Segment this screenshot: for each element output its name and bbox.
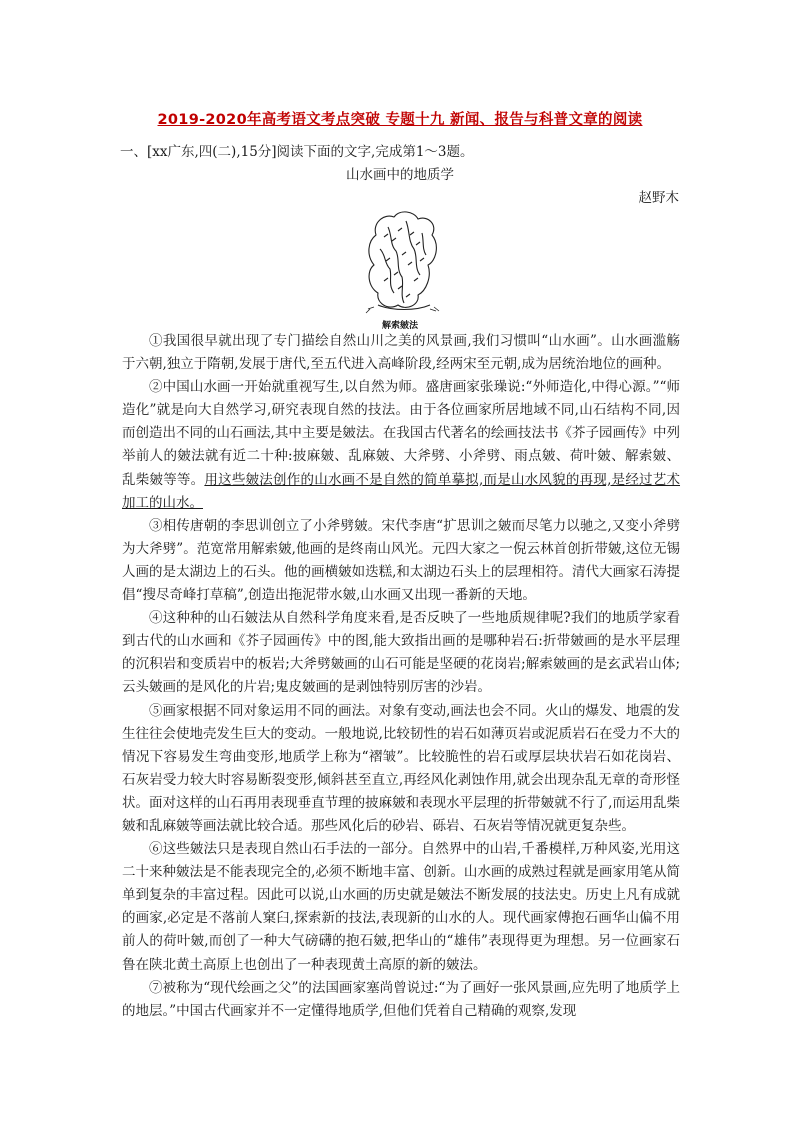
paragraph-4: ④这种种的山石皴法从自然科学角度来看,是否反映了一些地质规律呢?我们的地质学家看到古代的山水画和《芥子园画传》中的图,能大致指出画的是哪种岩石:折带皴画的是水平层理的沉积岩和变质岩中的板岩;大斧劈皴画的山石可能是坚硬的花岗岩;解索皴画的是玄武岩山体;云头皴画的是风化的片岩;鬼皮皴画的是剥蚀特别厉害的沙岩。 [122, 610, 680, 696]
document-title-text[interactable]: 2019-2020年高考语文考点突破 专题十九 新闻、报告与科普文章的阅读 [157, 112, 643, 128]
underlined-sentence: 用这些皴法创作的山水画不是自然的简单摹拟,而是山水风貌的再现,是经过艺术加工的山水。 [122, 471, 681, 511]
rock-drawing [358, 205, 448, 317]
rock-illustration [358, 205, 448, 330]
article-body [122, 330, 680, 1023]
article-author: 赵野木 [638, 190, 679, 206]
article-title: 山水画中的地质学 [346, 167, 454, 183]
document-title [0, 108, 800, 129]
paragraph-6: ⑥这些皴法只是表现自然山石手法的一部分。自然界中的山岩,千番模样,万种风姿,光用这二十来种皴法是不能表现完全的,必须不断地丰富、创新。山水画的成熟过程就是画家用笔从简单到复杂的丰富过程。因此可以说,山水画的历史就是皴法不断发展的技法史。历史上凡有成就的画家,必定是不落前人窠臼,探索新的技法,表现新的山水的人。现代画家傅抱石画华山偏不用前人的荷叶皴,而创了一种大气磅礴的抱石皴,把华山的“雄伟”表现得更为理想。另一位画家石鲁在陕北黄土高原上也创出了一种表现黄土高原的新的皴法。 [122, 841, 680, 973]
paragraph-3: ③相传唐朝的李思训创立了小斧劈皴。宋代李唐“扩思训之皴而尽笔力以驰之,又变小斧劈为大斧劈”。范宽常用解索皴,他画的是终南山风光。元四大家之一倪云林首创折带皴,这位无锡人画的是太湖边上的石头。他的画横皴如迭糕,和太湖边石头上的层理相符。清代大画家石涛提倡“搜尽奇峰打草稿”,创造出拖泥带水皴,山水画又出现一番新的天地。 [122, 517, 680, 604]
paragraph-7: ⑦被称为“现代绘画之父”的法国画家塞尚曾说过:“为了画好一张风景画,应先明了地质学上的地层。”中国古代画家并不一定懂得地质学,但他们凭着自己精确的观察,发现 [122, 979, 680, 1019]
paragraph-1: ①我国很早就出现了专门描绘自然山川之美的风景画,我们习惯叫“山水画”。山水画滥觞于六朝,独立于隋朝,发展于唐代,至五代进入高峰阶段,经两宋至元朝,成为居统治地位的画种。 [122, 333, 680, 373]
paragraph-2-text: ②中国山水画一开始就重视写生,以自然为师。盛唐画家张璪说:“外师造化,中得心源。”“师造化”就是向大自然学习,研究表现自然的技法。由于各位画家所居地域不同,山石结构不同,因而创造出不同的山石画法,其中主要是皴法。在我国古代著名的绘画技法书《芥子园画传》中列举前人的皴法就有近二十种:披麻皴、乱麻皴、大斧劈、小斧劈、雨点皴、荷叶皴、解索皴、乱柴皴等等。 [122, 379, 680, 488]
figure-caption: 解索皴法 [381, 321, 418, 331]
question-intro: 一、[xx广东,四(二),15分]阅读下面的文字,完成第1～3题。 [120, 144, 474, 160]
paragraph-5: ⑤画家根据不同对象运用不同的画法。对象有变动,画法也会不同。火山的爆发、地震的发生往往会使地壳发生巨大的变动。一般地说,比较韧性的岩石如薄页岩或泥质岩石在受力不大的情况下容易发生弯曲变形,地质学上称为“褶皱”。比较脆性的岩石或厚层块状岩石如花岗岩、石灰岩受力较大时容易断裂变形,倾斜甚至直立,再经风化剥蚀作用,就会出现杂乱无章的奇形怪状。面对这样的山石再用表现垂直节理的披麻皴和表现水平层理的折带皴就不行了,而运用乱柴皴和乱麻皴等画法就比较合适。那些风化后的砂岩、砾岩、石灰岩等情况就更复杂些。 [122, 702, 680, 834]
paragraph-2 [122, 376, 680, 515]
